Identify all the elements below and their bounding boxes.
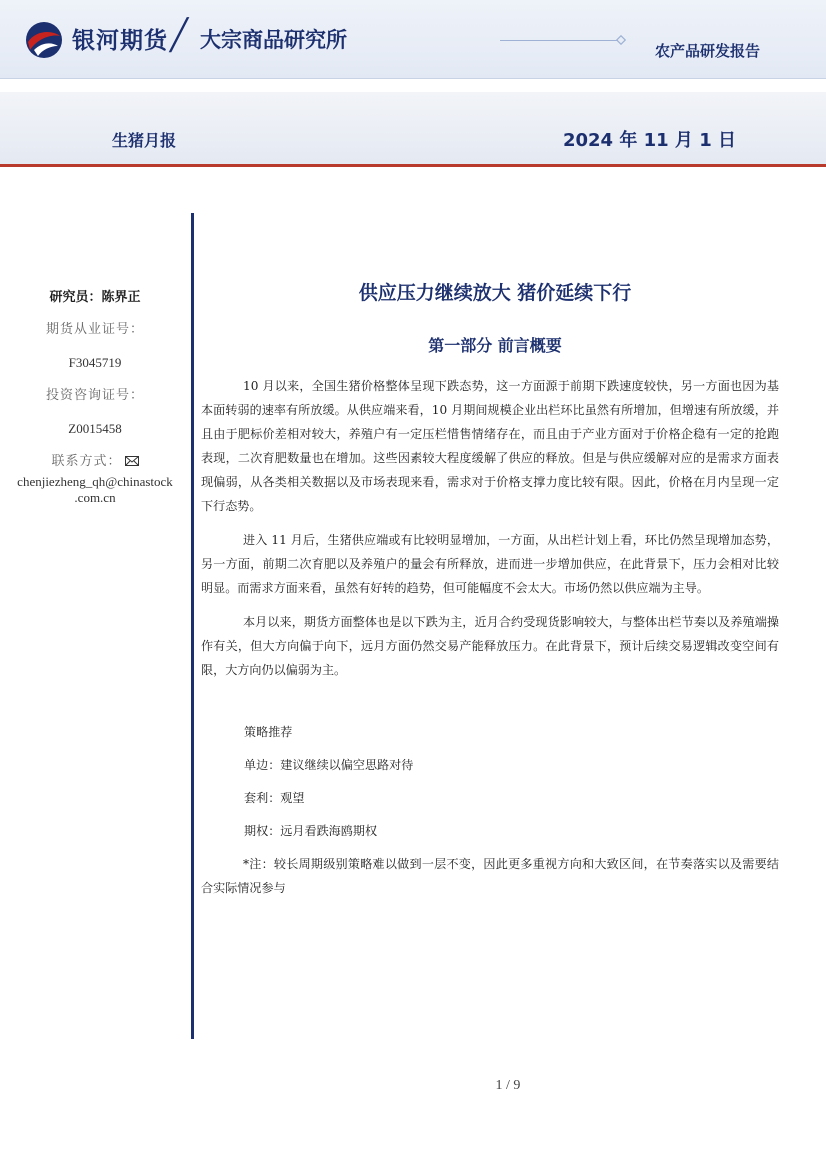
- header-band: [0, 0, 826, 79]
- advisory-cert-label: 投资咨询证号：: [45, 388, 144, 403]
- section-heading: 第一部分 前言概要: [428, 336, 562, 355]
- contact-row: [0, 454, 190, 470]
- article-title: 供应压力继续放大 猪价延续下行: [358, 282, 632, 304]
- contact-label: 联系方式：: [51, 454, 122, 469]
- decorative-line: [500, 40, 618, 41]
- researcher-name: 研究员：陈界正: [49, 290, 141, 305]
- strategy-single: 单边：建议继续以偏空思路对待: [244, 758, 414, 772]
- brand-name: 银河期货: [72, 28, 168, 54]
- paragraph: 本月以来，期货方面整体也是以下跌为主，近月合约受现货影响较大，与整体出栏节奏以及养殖端操作有关，但大方向偏于向下，远月方面仍然交易产能释放压力。在此背景下，预计后续交易逻辑改变空间有限，大方向仍以偏弱为主。: [201, 615, 779, 677]
- article-body: [201, 374, 779, 692]
- advisory-cert-number: Z0015458: [68, 421, 122, 436]
- brand-separator: ╱: [170, 18, 189, 53]
- title-band-rule: [0, 164, 826, 167]
- report-type: 农产品研发报告: [654, 42, 760, 60]
- paragraph: 10 月以来，全国生猪价格整体呈现下跌态势，这一方面源于前期下跌速度较快，另一方面也因为基本面转弱的速率有所放缓。从供应端来看，10 月期间规模企业出栏环比虽然有所增加，但增速有所放缓，并且由于肥标价差相对较大，养殖户有一定压栏惜售情绪存在，而且由于产业方面对于价格企稳有一定的抢跑表现，二次育肥数量也在增加。这些因素较大程度缓解了供应的释放。但是与供应缓解对应的是需求方面表现偏弱，从各类相关数据以及市场表现来看，需求对于价格支撑力度比较有限。因此，价格在月内呈现一定下行态势。: [201, 379, 779, 513]
- email-line-2: .com.cn: [74, 490, 116, 505]
- report-name: 生猪月报: [112, 131, 177, 150]
- paragraph: 进入 11 月后，生猪供应端或有比较明显增加，一方面，从出栏计划上看，环比仍然呈现增加态势，另一方面，前期二次育肥以及养殖户的量会有所释放，进而进一步增加供应，在此背景下，压力会相对比较明显。而需求方面来看，虽然有好转的趋势，但可能幅度不会太大。市场仍然以供应端为主导。: [201, 533, 779, 595]
- sidebar-divider: [191, 213, 194, 1039]
- futures-cert-number: F3045719: [68, 355, 122, 370]
- contact-email[interactable]: [0, 474, 190, 506]
- strategy-arbitrage: 套利：观望: [244, 791, 305, 805]
- strategy-heading: 策略推荐: [244, 725, 293, 739]
- galaxy-logo-icon: [24, 20, 64, 60]
- strategy-note: *注：较长周期级别策略难以做到一层不变，因此更多重视方向和大致区间，在节奏落实以及需要结合实际情况参与: [201, 857, 779, 895]
- email-line-1: chenjiezheng_qh@chinastock: [17, 474, 173, 489]
- diamond-icon: [616, 35, 626, 45]
- report-date: 2024 年 11 月 1 日: [562, 130, 736, 151]
- futures-cert-label: 期货从业证号：: [45, 322, 144, 337]
- author-sidebar: [0, 290, 190, 506]
- strategy-options: 期权：远月看跌海鸥期权: [244, 824, 378, 838]
- strategy-list: [244, 722, 413, 854]
- institute-name: 大宗商品研究所: [200, 28, 347, 52]
- page-number: 1 / 9: [495, 1078, 521, 1093]
- mail-icon: [125, 456, 139, 466]
